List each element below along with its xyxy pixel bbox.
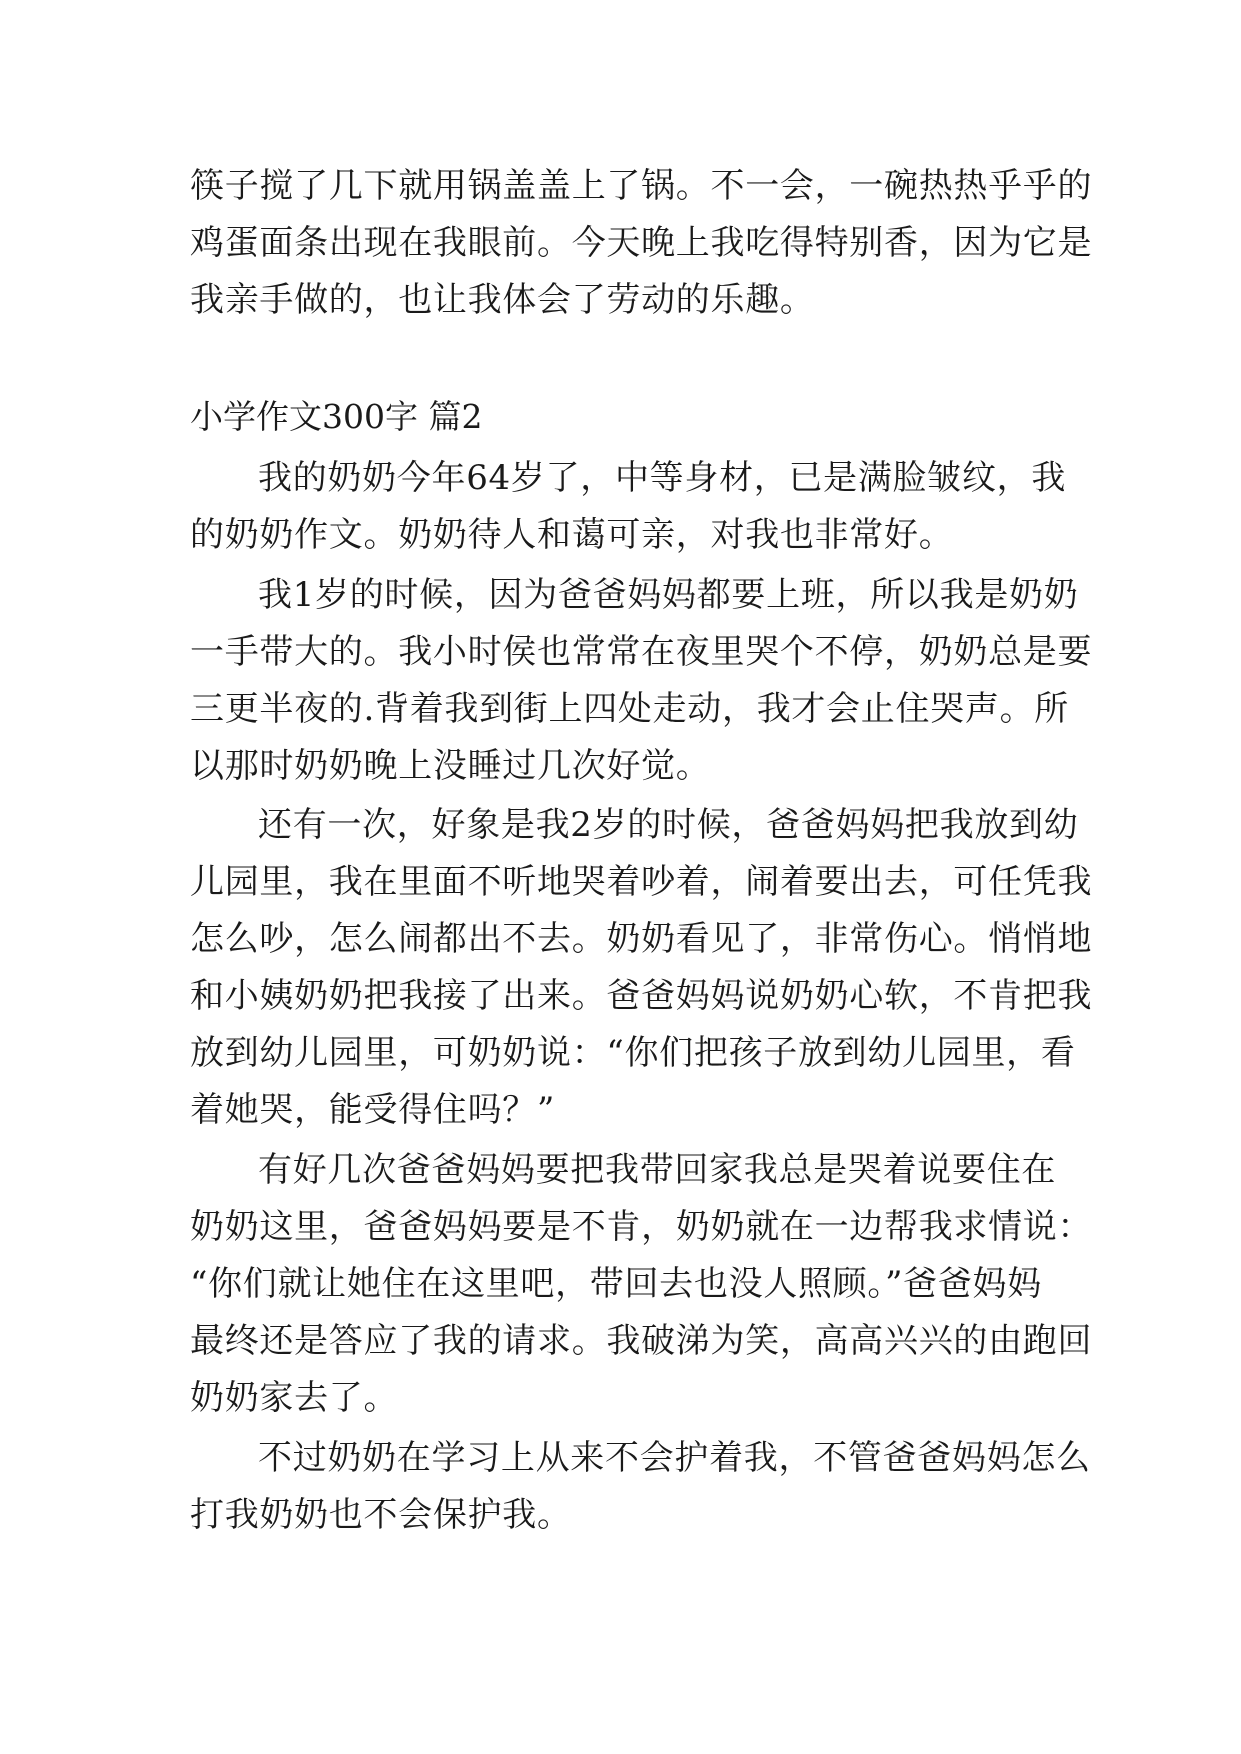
paragraph-2-line-3: 三更半夜的.背着我到街上四处走动，我才会止住哭声。所 xyxy=(190,689,1070,729)
paragraph-5-line-1: 不过奶奶在学习上从来不会护着我，不管爸爸妈妈怎么 xyxy=(258,1438,1091,1478)
paragraph-2-line-1: 我1岁的时候，因为爸爸妈妈都要上班，所以我是奶奶 xyxy=(258,575,1079,615)
paragraph-4-line-4: 最终还是答应了我的请求。我破涕为笑，高高兴兴的由跑回 xyxy=(190,1321,1093,1361)
paragraph-3-line-3: 怎么吵，怎么闹都出不去。奶奶看见了，非常伤心。悄悄地 xyxy=(190,919,1093,959)
paragraph-1-line-2: 的奶奶作文。奶奶待人和蔼可亲，对我也非常好。 xyxy=(190,515,954,555)
paragraph-3-line-2: 儿园里，我在里面不听地哭着吵着，闹着要出去，可任凭我 xyxy=(190,862,1093,902)
paragraph-3-line-1: 还有一次，好象是我2岁的时候，爸爸妈妈把我放到幼 xyxy=(258,805,1079,845)
paragraph-4-line-2: 奶奶这里，爸爸妈妈要是不肯，奶奶就在一边帮我求情说： xyxy=(190,1207,1093,1247)
intro-line-1: 筷子搅了几下就用锅盖盖上了锅。不一会，一碗热热乎乎的 xyxy=(190,166,1093,206)
paragraph-1-line-1: 我的奶奶今年64岁了，中等身材，已是满脸皱纹，我 xyxy=(258,458,1067,498)
paragraph-3-line-5: 放到幼儿园里，可奶奶说：“你们把孩子放到幼儿园里，看 xyxy=(190,1033,1076,1073)
paragraph-4-line-5: 奶奶家去了。 xyxy=(190,1378,399,1418)
paragraph-4-line-3: “你们就让她住在这里吧，带回去也没人照顾。”爸爸妈妈 xyxy=(190,1264,1042,1304)
section-heading: 小学作文300字 篇2 xyxy=(190,397,483,436)
intro-line-3: 我亲手做的，也让我体会了劳动的乐趣。 xyxy=(190,280,815,320)
intro-line-2: 鸡蛋面条出现在我眼前。今天晚上我吃得特别香，因为它是 xyxy=(190,223,1093,263)
paragraph-5-line-2: 打我奶奶也不会保护我。 xyxy=(190,1495,572,1535)
paragraph-3-line-4: 和小姨奶奶把我接了出来。爸爸妈妈说奶奶心软，不肯把我 xyxy=(190,976,1093,1016)
paragraph-2-line-4: 以那时奶奶晚上没睡过几次好觉。 xyxy=(190,746,711,786)
paragraph-4-line-1: 有好几次爸爸妈妈要把我带回家我总是哭着说要住在 xyxy=(258,1150,1057,1190)
paragraph-3-line-6: 着她哭，能受得住吗？” xyxy=(190,1090,556,1130)
paragraph-2-line-2: 一手带大的。我小时侯也常常在夜里哭个不停，奶奶总是要 xyxy=(190,632,1093,672)
